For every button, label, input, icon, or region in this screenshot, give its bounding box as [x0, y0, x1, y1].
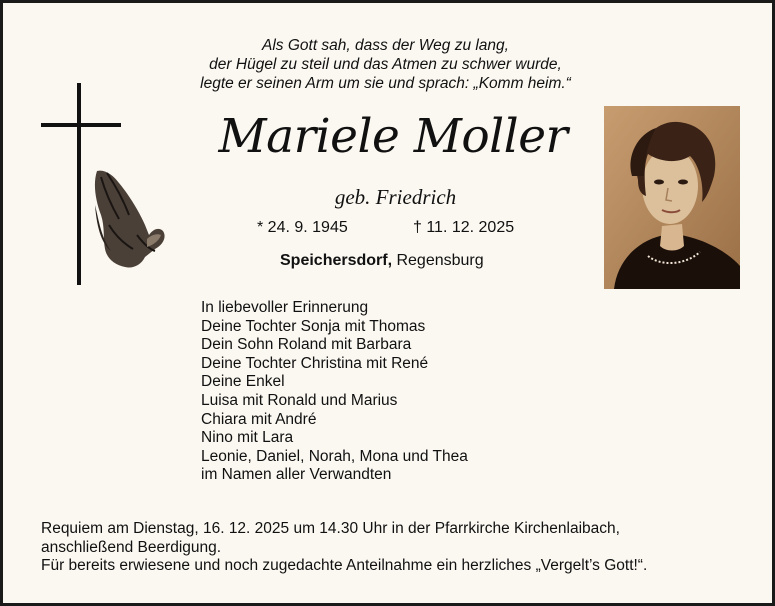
footer-line: Für bereits erwiesene und noch zugedachte Anteilnahme ein herzliches „Vergelt’s Gott!“.: [41, 557, 648, 574]
praying-hands-icon: [89, 165, 169, 271]
family-line: Luisa mit Ronald und Marius: [201, 391, 398, 409]
family-line: Leonie, Daniel, Norah, Mona und Thea: [201, 447, 468, 465]
family-line: Dein Sohn Roland mit Barbara: [201, 336, 412, 354]
family-line: Chiara mit André: [201, 410, 317, 428]
footer-line: Requiem am Dienstag, 16. 12. 2025 um 14.30 Uhr in der Pfarrkirche Kirchenlaibach,: [41, 520, 620, 537]
poem-line: der Hügel zu steil und das Atmen zu schwer wurde,: [209, 56, 562, 73]
family-line: im Namen aller Verwandten: [201, 466, 392, 484]
poem-line: Als Gott sah, dass der Weg zu lang,: [262, 37, 509, 54]
family-line: Nino mit Lara: [201, 429, 294, 447]
footer-line: anschließend Beerdigung.: [41, 538, 222, 556]
deceased-name: Mariele Moller: [218, 109, 568, 164]
birth-date: * 24. 9. 1945: [257, 219, 348, 236]
poem-line: legte er seinen Arm um sie und sprach: „Komm heim.“: [200, 75, 571, 92]
born-name: geb. Friedrich: [334, 185, 457, 209]
family-line: Deine Tochter Sonja mit Thomas: [201, 317, 426, 335]
family-list: [201, 299, 468, 485]
poem: [153, 36, 618, 93]
death-date: † 11. 12. 2025: [413, 219, 515, 236]
family-line: Deine Tochter Christina mit René: [201, 354, 429, 372]
place-secondary: Regensburg: [392, 252, 484, 269]
family-line: Deine Enkel: [201, 373, 285, 391]
place-line: [280, 251, 484, 271]
place-primary: Speichersdorf,: [280, 252, 393, 269]
portrait-photo: [604, 106, 740, 289]
service-info: [41, 520, 647, 576]
family-line: In liebevoller Erinnerung: [201, 299, 369, 316]
